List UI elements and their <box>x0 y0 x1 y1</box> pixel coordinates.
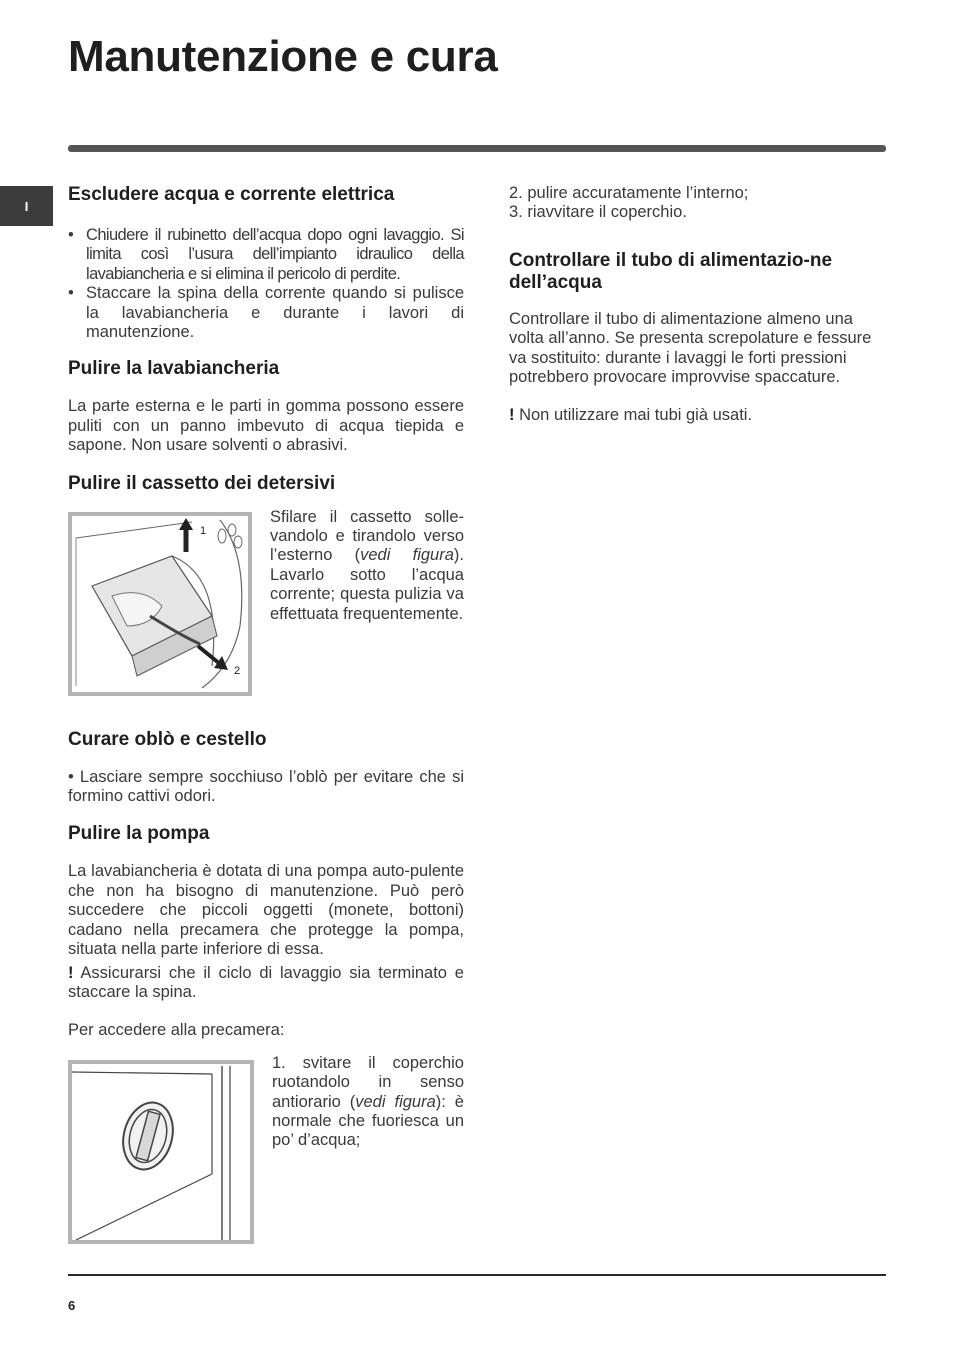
drawer-text-part: Sfilare il cassetto solle-vandolo e tirandolo verso l’esterno ( <box>270 507 464 565</box>
pump-step-1-text <box>272 1054 464 1244</box>
inlet-hose-text: Controllare il tubo di alimentazione almeno una volta all’anno. Se presenta screpolature e fessure va sostituito: durante i lavaggi le forti pressioni potrebbero provocare improvvise spaccature. <box>509 309 872 387</box>
pump-cover-illustration <box>72 1064 250 1240</box>
bullet-text: Staccare la spina della corrente quando si pulisce la lavabiancheria e durante i lavori di manutenzione. <box>86 284 464 342</box>
section-heading-clean-washer: Pulire la lavabiancheria <box>68 358 280 380</box>
section-heading-pump: Pulire la pompa <box>68 823 210 845</box>
inlet-hose-warning-text: Non utilizzare mai tubi già usati. <box>519 406 753 425</box>
warning-mark: ! <box>509 406 515 425</box>
step1-text-part: 1. svitare il coperchio ruotandolo in senso antiorario ( <box>272 1053 464 1111</box>
pump-warning-text: Assicurarsi che il ciclo di lavaggio sia terminato e staccare la spina. <box>68 963 464 1001</box>
drawer-text-italic: vedi figura <box>360 546 454 565</box>
list-item: 2. pulire accuratamente l’interno; <box>509 184 749 202</box>
inlet-hose-warning <box>509 406 887 425</box>
detergent-drawer-row <box>68 507 464 696</box>
list-item <box>68 284 464 342</box>
figure-label-2: 2 <box>234 664 241 677</box>
right-column <box>509 180 887 426</box>
section-heading-inlet-hose: Controllare il tubo di alimentazio-ne dell’acqua <box>509 249 833 293</box>
top-divider <box>68 145 886 152</box>
door-drum-text: • Lasciare sempre socchiuso l’oblò per evitare che si formino cattivi odori. <box>68 767 464 806</box>
detergent-drawer-figure <box>68 512 252 696</box>
page-title: Manutenzione e cura <box>68 32 498 81</box>
section-heading-door-drum: Curare oblò e cestello <box>68 728 267 750</box>
detergent-drawer-illustration <box>72 516 248 692</box>
pump-access-text: Per accedere alla precamera: <box>68 1021 285 1040</box>
pump-steps-list <box>509 184 887 223</box>
section-heading-detergent-drawer: Pulire il cassetto dei detersivi <box>68 472 336 494</box>
warning-mark: ! <box>68 963 74 982</box>
list-item <box>68 226 464 284</box>
clean-washer-text: La parte esterna e le parti in gomma possono essere puliti con un panno imbevuto di acqua tiepida e sapone. Non usare solventi o abrasivi. <box>68 397 464 455</box>
left-column <box>68 180 464 1244</box>
bottom-divider <box>68 1274 886 1276</box>
step1-text-italic: vedi figura <box>355 1092 436 1111</box>
drawer-text-part: ). Lavarlo sotto l’acqua corrente; questa pulizia va effettuata frequentemente. <box>270 546 464 623</box>
pump-cover-figure <box>68 1060 254 1244</box>
language-tab: I <box>0 186 53 226</box>
water-power-bullet-list <box>68 226 464 342</box>
detergent-drawer-text <box>270 508 464 696</box>
list-item: 3. riavvitare il coperchio. <box>509 203 687 222</box>
page-number: 6 <box>68 1298 76 1313</box>
pump-cover-row <box>68 1053 464 1244</box>
section-heading-water-power: Escludere acqua e corrente elettrica <box>68 184 395 205</box>
pump-warning <box>68 964 464 1003</box>
figure-label-1: 1 <box>200 524 207 537</box>
step1-text-part: ): è normale che fuoriesca un po’ d’acqua; <box>272 1092 464 1150</box>
pump-text: La lavabiancheria è dotata di una pompa auto-pulente che non ha bisogno di manutenzione. Può però succedere che piccoli oggetti (monete, bottoni) cadano nella precamera che protegge la pompa, situata nella parte inferiore di essa. <box>68 862 464 959</box>
bullet-text: Chiudere il rubinetto dell’acqua dopo ogni lavaggio. Si limita così l’usura dell’impianto idraulico della lavabiancheria e si elimina il pericolo di perdite. <box>86 226 464 283</box>
